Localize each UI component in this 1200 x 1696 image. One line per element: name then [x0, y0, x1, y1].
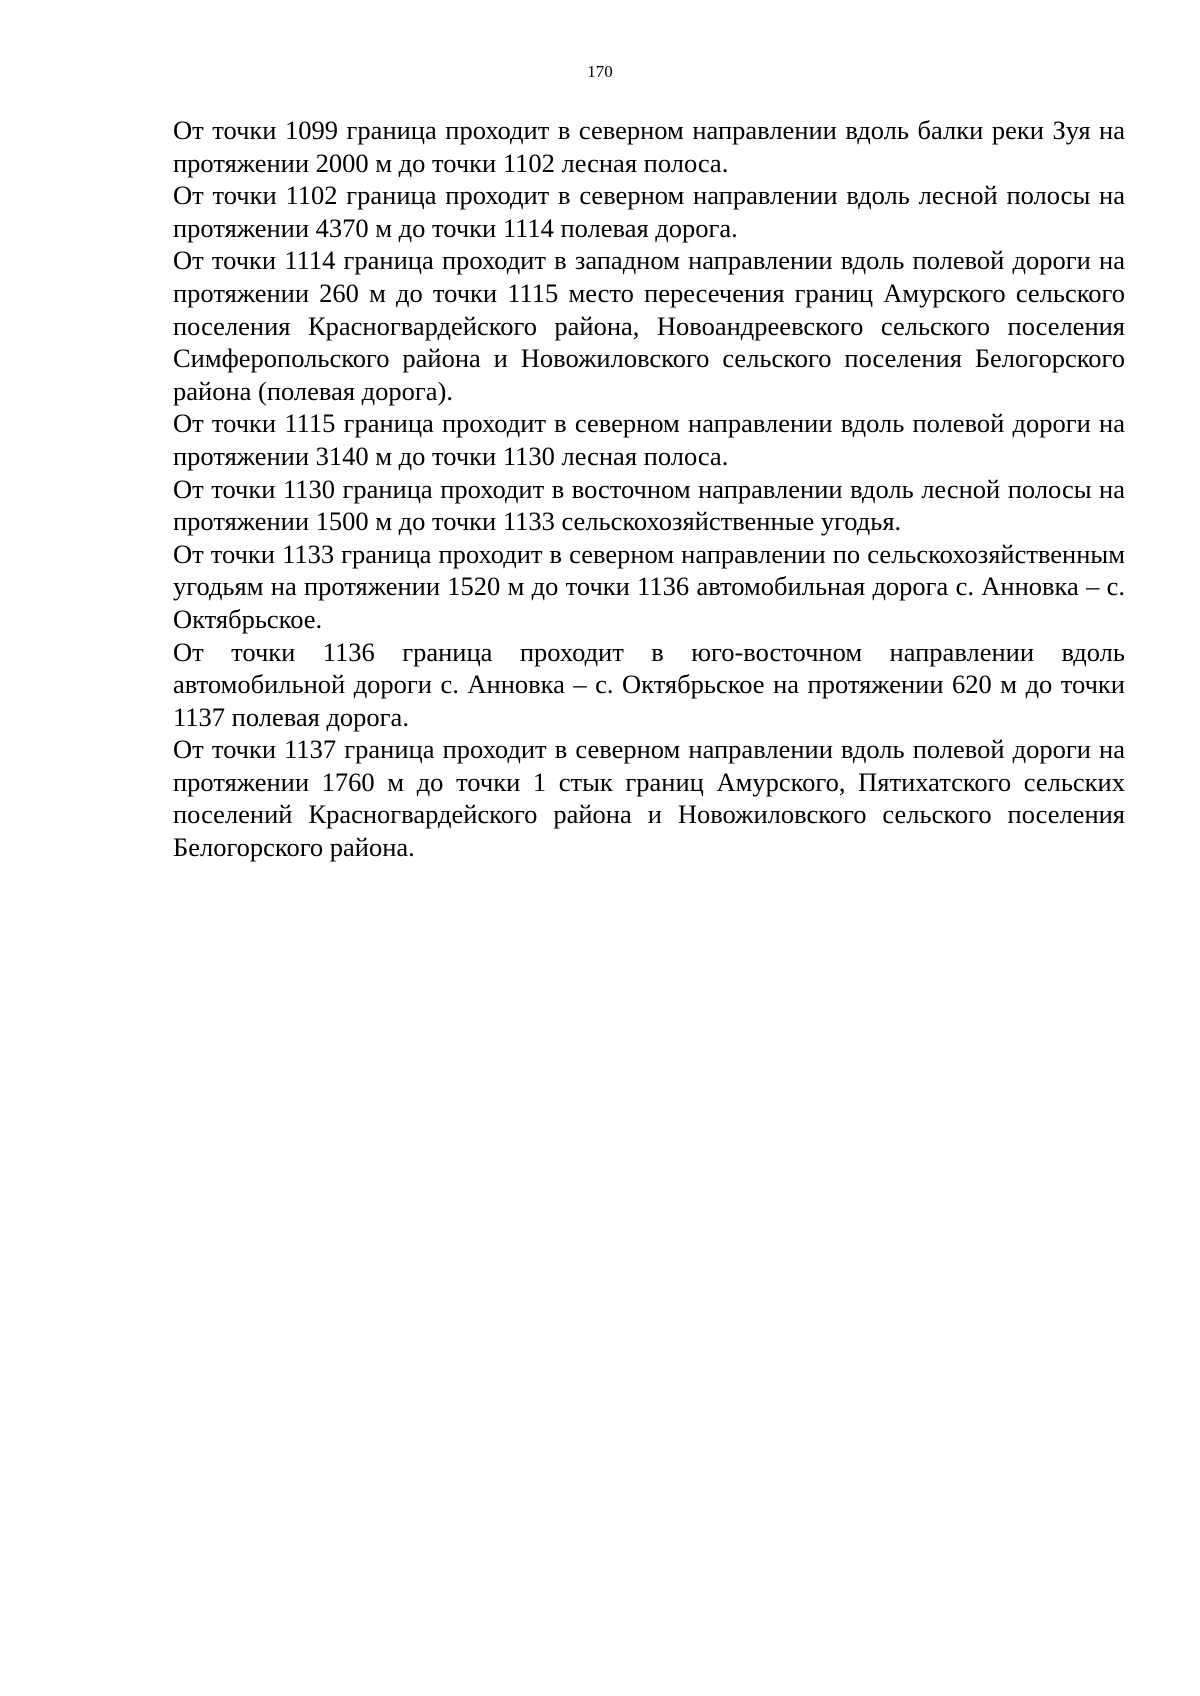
paragraph-boundary-1136: От точки 1136 граница проходит в юго-восточном направлении вдоль автомобильной дороги с. Анновка – с. Октябрьское на протяжении 620 м до точки 1137 полевая дорога. — [173, 636, 1125, 732]
paragraph-boundary-1115: От точки 1115 граница проходит в северном направлении вдоль полевой дороги на протяжении 3140 м до точки 1130 лесная полоса. — [173, 408, 1125, 471]
paragraph-boundary-1099: От точки 1099 граница проходит в северном направлении вдоль балки реки Зуя на протяжении 2000 м до точки 1102 лесная полоса. — [173, 115, 1125, 178]
page-number: 170 — [587, 62, 613, 81]
document-body — [173, 114, 1125, 864]
paragraph-boundary-1114: От точки 1114 граница проходит в западном направлении вдоль полевой дороги на протяжении 260 м до точки 1115 место пересечения границ Амурского сельского поселения Красногвардейского района, Новоандреевского сельского поселения Симферопольского района и Новожиловского сельского поселения Белогорского района (полевая дорога). — [173, 245, 1125, 406]
paragraph-boundary-1133: От точки 1133 граница проходит в северном направлении по сельскохозяйственным угодьям на протяжении 1520 м до точки 1136 автомобильная дорога с. Анновка – с. Октябрьское. — [173, 538, 1125, 634]
paragraph-boundary-1130: От точки 1130 граница проходит в восточном направлении вдоль лесной полосы на протяжении 1500 м до точки 1133 сельскохозяйственные угодья. — [173, 473, 1125, 537]
paragraph-boundary-1137: От точки 1137 граница проходит в северном направлении вдоль полевой дороги на протяжении 1760 м до точки 1 стык границ Амурского, Пятихатского сельских поселений Красногвардейского района и Новожиловского сельского поселения Белогорского района. — [173, 734, 1125, 863]
paragraph-boundary-1102: От точки 1102 граница проходит в северном направлении вдоль лесной полосы на протяжении 4370 м до точки 1114 полевая дорога. — [173, 180, 1125, 243]
